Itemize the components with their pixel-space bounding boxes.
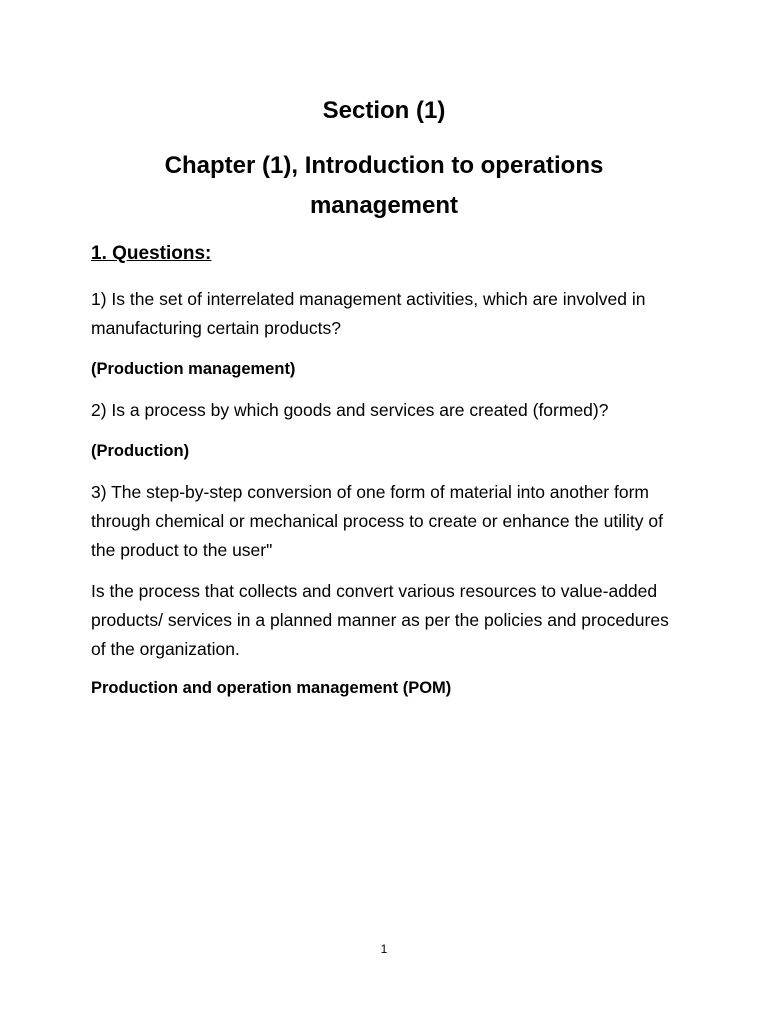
answer-3: Production and operation management (POM) [91,679,452,697]
question-1: 1) Is the set of interrelated management activities, which are involved in manufacturing certain products? [91,289,646,338]
answer-1: (Production management) [91,360,296,378]
questions-heading: 1. Questions: [91,243,212,264]
section-title: Section (1) [322,97,446,124]
chapter-title: Chapter (1), Introduction to operations management [164,152,604,219]
page-number: 1 [380,942,388,956]
question-3-continuation: Is the process that collects and convert various resources to value-added products/ services in a planned manner as per the policies and procedures of the organization. [91,581,669,659]
questions-content [91,240,681,715]
answer-2: (Production) [91,442,190,460]
question-3: 3) The step-by-step conversion of one form of material into another form through chemical or mechanical process to create or enhance the utility of the product to the user" [91,482,663,560]
question-2: 2) Is a process by which goods and services are created (formed)? [91,400,609,420]
